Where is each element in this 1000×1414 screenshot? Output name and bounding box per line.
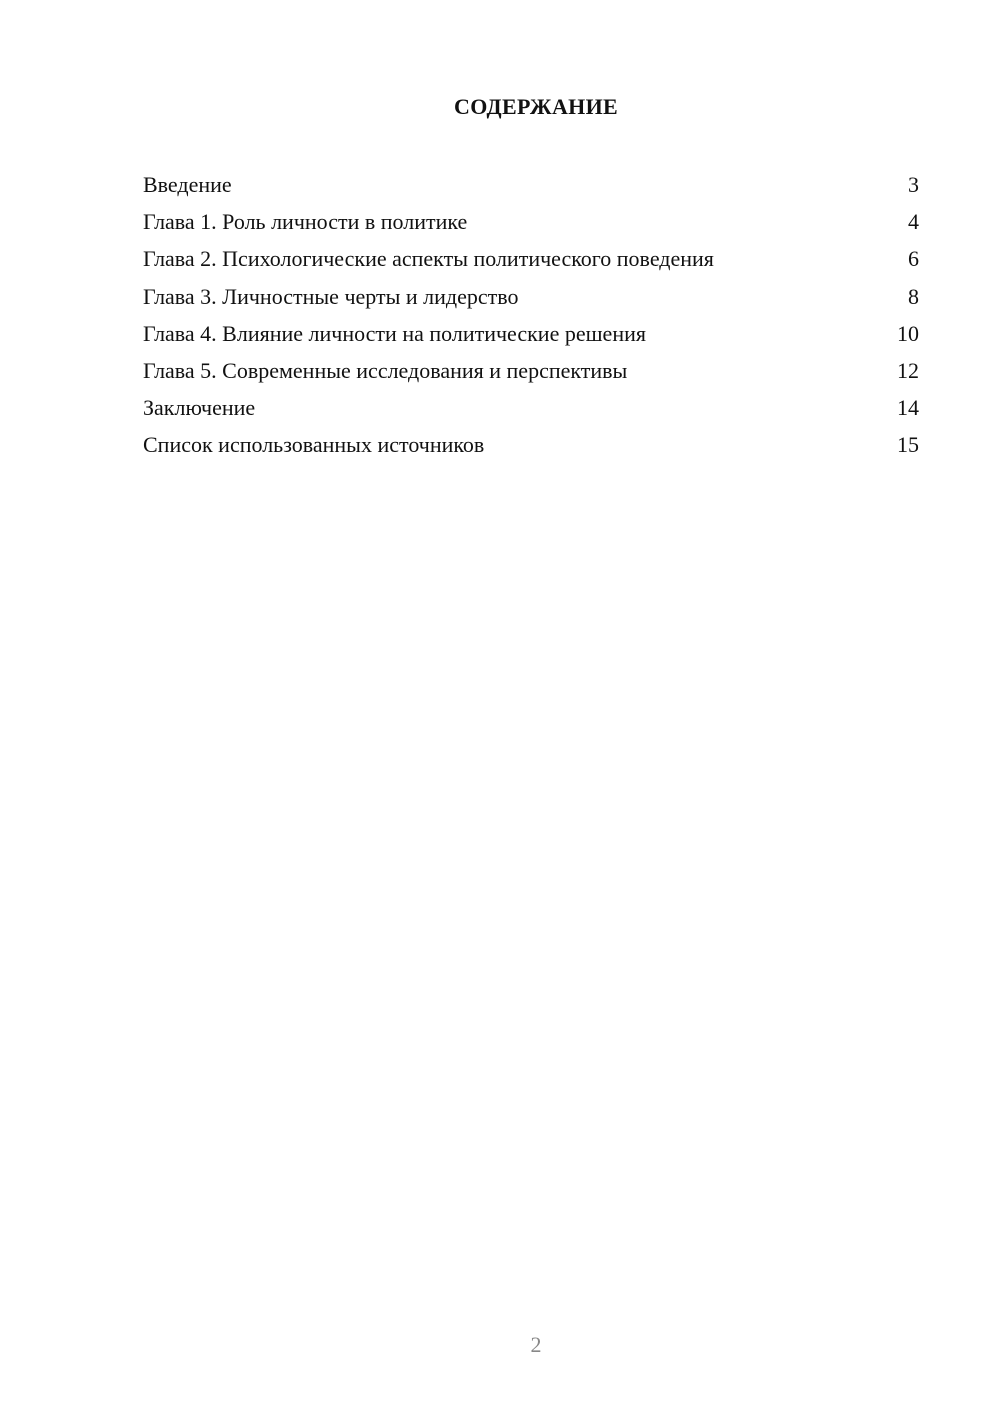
table-of-contents	[143, 169, 919, 467]
toc-entry-conclusion	[143, 392, 919, 429]
toc-entry-chapter-1	[143, 206, 919, 243]
toc-entry-chapter-5	[143, 355, 919, 392]
toc-entry-introduction	[143, 169, 919, 206]
toc-entry-page: 10	[897, 320, 919, 346]
toc-entry-page: 4	[908, 209, 919, 235]
toc-entry-chapter-3	[143, 281, 919, 318]
toc-entry-label: Введение	[143, 172, 232, 197]
toc-entry-page: 3	[908, 172, 919, 197]
toc-entry-label: Глава 1. Роль личности в политике	[143, 209, 468, 235]
toc-entry-page: 8	[908, 283, 919, 309]
toc-entry-page: 15	[897, 432, 919, 458]
toc-entry-label: Глава 4. Влияние личности на политические решения	[143, 320, 646, 346]
toc-entry-label: Глава 3. Личностные черты и лидерство	[143, 283, 519, 309]
toc-entry-page: 14	[897, 395, 919, 421]
toc-entry-chapter-2	[143, 243, 919, 280]
toc-entry-label: Глава 5. Современные исследования и перспективы	[143, 357, 628, 383]
toc-entry-label: Глава 2. Психологические аспекты политического поведения	[143, 246, 714, 272]
toc-entry-label: Заключение	[143, 395, 256, 421]
page-number: 2	[530, 1332, 542, 1357]
toc-entry-references	[143, 429, 919, 466]
toc-entry-chapter-4	[143, 318, 919, 355]
toc-entry-page: 12	[897, 357, 919, 383]
toc-entry-page: 6	[908, 246, 919, 272]
toc-entry-label: Список использованных источников	[143, 432, 485, 458]
toc-title: СОДЕРЖАНИЕ	[454, 94, 618, 119]
